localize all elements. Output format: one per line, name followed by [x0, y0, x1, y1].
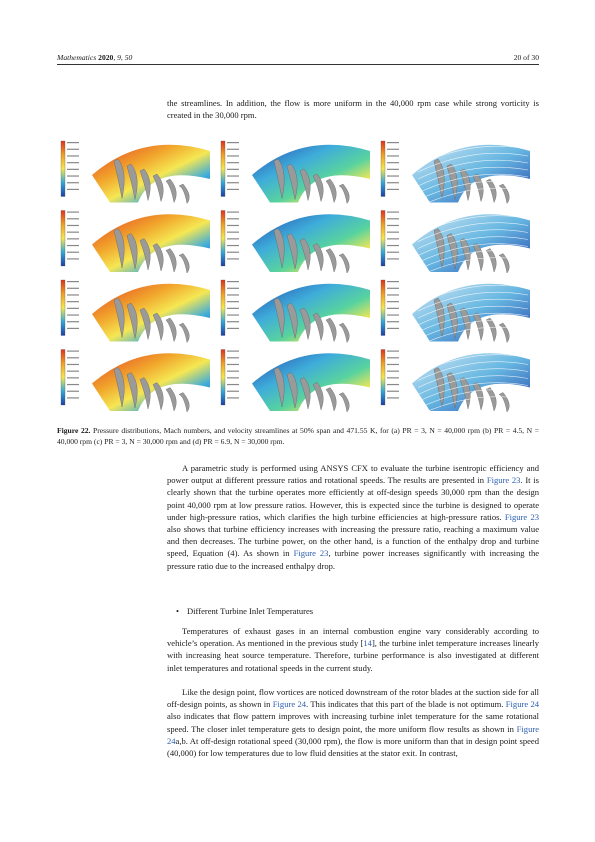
legend-tick-label: [227, 328, 239, 329]
legend-tick-label: [387, 314, 399, 315]
paragraph-inlet-temperatures: [167, 625, 539, 674]
intro-paragraph: [167, 97, 539, 121]
legend-tick-label: [227, 142, 239, 143]
legend-tick-label: [67, 162, 79, 163]
legend-tick-label: [227, 281, 239, 282]
figure-23-link[interactable]: Figure 23: [504, 511, 540, 522]
legend-tick-label: [67, 384, 79, 385]
legend-tick-label: [227, 391, 239, 392]
figure-caption: [57, 425, 539, 447]
figure-24-link[interactable]: Figure 24: [272, 699, 306, 710]
legend-tick-label: [227, 149, 239, 150]
citation-14-link[interactable]: 14: [363, 638, 372, 649]
paragraph-flow-vortices: [167, 686, 539, 759]
legend-tick-label: [227, 371, 239, 372]
legend-tick-label: [67, 397, 79, 398]
paragraph-text: also shows that turbine efficiency increases with increasing the pressure ratio, reaching a maximum value and then decreases. The turbine power, on the other hand, is a function of the enthalpy drop and turbine speed, Equation (4). As shown in: [167, 524, 539, 559]
legend-tick-label: [227, 162, 239, 163]
legend-tick-label: [387, 189, 399, 190]
legend-tick-label: [227, 225, 239, 226]
legend-colorbar: [61, 280, 65, 336]
legend-tick-label: [387, 142, 399, 143]
legend-tick-label: [227, 232, 239, 233]
legend-tick-label: [67, 212, 79, 213]
figure-23-link[interactable]: Figure 23: [293, 548, 329, 559]
legend-tick-label: [67, 294, 79, 295]
page-number: 20 of 30: [513, 53, 539, 62]
caption-text: Pressure distributions, Mach numbers, and velocity streamlines at 50% span and 471.55 K, for (a) PR = 3, N = 40,000 rpm (b) PR = 4.5, N = 40,000 rpm (c) PR = 3, N = 30,000 rpm and (d) PR = 6.9, N = 30,000 rpm.: [57, 426, 539, 446]
legend-tick-label: [387, 328, 399, 329]
legend-tick-label: [387, 391, 399, 392]
legend-colorbar: [61, 141, 65, 197]
intro-paragraph-text: the streamlines. In addition, the flow is more uniform in the 40,000 rpm case while strong vorticity is created in the 30,000 rpm.: [167, 98, 539, 121]
legend-tick-label: [387, 212, 399, 213]
legend-tick-label: [387, 155, 399, 156]
legend-tick-label: [67, 218, 79, 219]
figure-label: Figure 22.: [57, 426, 91, 435]
figure-24-link[interactable]: Figure 24: [505, 699, 539, 710]
paragraph-text: , turbine power increases significantly with increasing the pressure ratio due to the increased enthalpy drop.: [167, 548, 540, 571]
legend-tick-label: [67, 258, 79, 259]
legend-tick-label: [227, 377, 239, 378]
legend-tick-label: [387, 321, 399, 322]
legend-tick-label: [227, 397, 239, 398]
legend-tick-label: [387, 364, 399, 365]
journal-citation: [57, 53, 132, 62]
legend-tick-label: [387, 288, 399, 289]
journal-name: Mathematics: [57, 53, 97, 62]
legend-tick-label: [227, 252, 239, 253]
legend-tick-label: [227, 301, 239, 302]
header-rule: [57, 64, 539, 65]
legend-tick-label: [227, 169, 239, 170]
legend-tick-label: [227, 294, 239, 295]
legend-tick-label: [67, 252, 79, 253]
legend-tick-label: [227, 182, 239, 183]
legend-tick-label: [67, 321, 79, 322]
legend-tick-label: [227, 212, 239, 213]
paragraph-parametric-study: [167, 462, 539, 572]
legend-tick-label: [67, 357, 79, 358]
legend-tick-label: [67, 225, 79, 226]
cfd-contour-grid: [58, 135, 538, 413]
legend-colorbar: [381, 350, 385, 406]
legend-tick-label: [387, 245, 399, 246]
legend-tick-label: [387, 162, 399, 163]
legend-colorbar: [381, 141, 385, 197]
legend-tick-label: [387, 232, 399, 233]
paragraph-text: Like the design point, flow vortices are noticed downstream of the rotor blades at the suction side for all off-design points, as shown in: [167, 687, 539, 710]
legend-colorbar: [221, 280, 225, 336]
legend-tick-label: [67, 288, 79, 289]
paragraph-text: . This indicates that this part of the blade is not optimum.: [306, 699, 506, 710]
legend-tick-label: [387, 301, 399, 302]
legend-tick-label: [227, 258, 239, 259]
paragraph-text: Temperatures of exhaust gases in an internal combustion engine vary considerably according to vehicle’s operation. As mentioned in the previous study [: [167, 626, 539, 649]
legend-tick-label: [387, 371, 399, 372]
legend-tick-label: [67, 377, 79, 378]
legend-tick-label: [387, 351, 399, 352]
legend-tick-label: [387, 169, 399, 170]
figure-22: [58, 135, 538, 413]
legend-tick-label: [227, 245, 239, 246]
legend-colorbar: [221, 141, 225, 197]
legend-tick-label: [387, 149, 399, 150]
legend-tick-label: [67, 245, 79, 246]
legend-tick-label: [227, 155, 239, 156]
legend-tick-label: [227, 321, 239, 322]
legend-tick-label: [227, 238, 239, 239]
bullet-label: Different Turbine Inlet Temperatures: [187, 606, 314, 616]
legend-tick-label: [387, 308, 399, 309]
legend-tick-label: [387, 397, 399, 398]
paragraph-text: . It is clearly shown that the turbine operates more efficiently at off-design speeds 30,000 rpm than the design point 40,000 rpm at low pressure ratios. However, this is expected since the turbine is designed to operate under high-pressure ratios, which clarifies the high turbine efficiencies at high-pressure ratios.: [167, 475, 540, 522]
legend-tick-label: [227, 351, 239, 352]
legend-tick-label: [387, 281, 399, 282]
legend-tick-label: [67, 364, 79, 365]
legend-tick-label: [67, 189, 79, 190]
legend-tick-label: [387, 384, 399, 385]
legend-tick-label: [67, 182, 79, 183]
legend-tick-label: [67, 371, 79, 372]
legend-tick-label: [67, 281, 79, 282]
legend-colorbar: [381, 280, 385, 336]
figure-24-link[interactable]: Figure 24: [167, 723, 539, 746]
legend-tick-label: [67, 175, 79, 176]
paragraph-text: ], the turbine inlet temperature increases linearly with increasing heat source temperature. Therefore, turbine performance is also investigated at different inlet temperatures and rotational speeds in the current study.: [167, 638, 539, 673]
legend-tick-label: [67, 328, 79, 329]
legend-colorbar: [381, 211, 385, 267]
legend-tick-label: [387, 377, 399, 378]
legend-tick-label: [67, 391, 79, 392]
figure-23-link[interactable]: Figure 23: [486, 475, 521, 486]
legend-tick-label: [67, 301, 79, 302]
legend-tick-label: [227, 357, 239, 358]
bullet-dot-icon: •: [176, 606, 179, 616]
legend-tick-label: [387, 252, 399, 253]
legend-tick-label: [67, 308, 79, 309]
legend-tick-label: [67, 169, 79, 170]
legend-tick-label: [387, 218, 399, 219]
legend-tick-label: [387, 238, 399, 239]
legend-tick-label: [227, 314, 239, 315]
legend-tick-label: [387, 258, 399, 259]
journal-year: 2020: [98, 53, 114, 62]
paragraph-text: a,b. At off-design rotational speed (30,000 rpm), the flow is more uniform than that in design point speed (40,000) for low temperatures due to low fluid densities at the stator exit. In contrast,: [167, 735, 539, 759]
paragraph-text: also indicates that flow pattern improves with increasing turbine inlet temperature for the same rotational speed. The closer inlet temperature gets to design point, the more uniform flow results as shown in: [167, 711, 539, 734]
legend-tick-label: [387, 175, 399, 176]
legend-tick-label: [227, 189, 239, 190]
journal-volume: , 9, 50: [113, 53, 133, 62]
legend-colorbar: [61, 350, 65, 406]
legend-tick-label: [227, 384, 239, 385]
legend-colorbar: [221, 211, 225, 267]
legend-tick-label: [227, 308, 239, 309]
legend-tick-label: [227, 364, 239, 365]
legend-tick-label: [387, 182, 399, 183]
legend-colorbar: [221, 350, 225, 406]
legend-tick-label: [387, 357, 399, 358]
legend-colorbar: [61, 211, 65, 267]
legend-tick-label: [67, 314, 79, 315]
legend-tick-label: [67, 155, 79, 156]
paragraph-text: A parametric study is performed using ANSYS CFX to evaluate the turbine isentropic efficiency and power output at different pressure ratios and rotational speeds. The results are presented in: [167, 463, 539, 486]
legend-tick-label: [227, 288, 239, 289]
legend-tick-label: [387, 225, 399, 226]
legend-tick-label: [67, 232, 79, 233]
legend-tick-label: [67, 238, 79, 239]
legend-tick-label: [387, 294, 399, 295]
legend-tick-label: [67, 142, 79, 143]
legend-tick-label: [67, 149, 79, 150]
legend-tick-label: [67, 351, 79, 352]
legend-tick-label: [227, 218, 239, 219]
legend-tick-label: [227, 175, 239, 176]
